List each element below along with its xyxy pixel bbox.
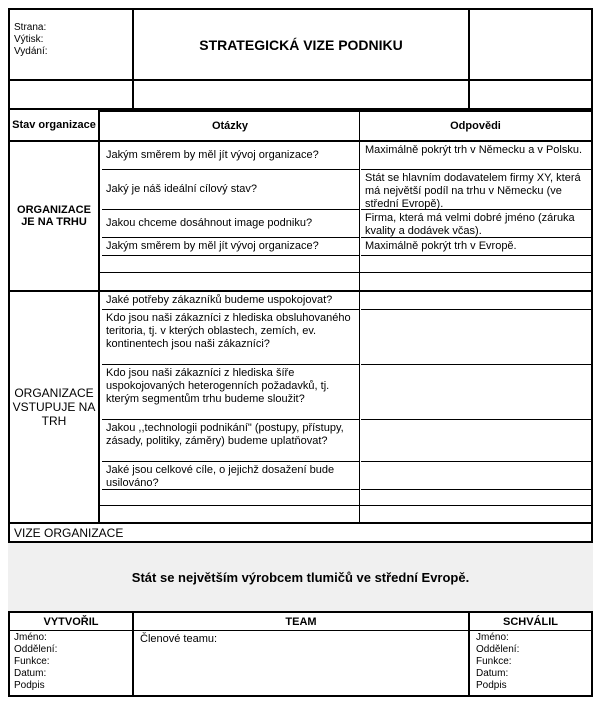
footer-team: TEAM	[285, 616, 317, 628]
vision-label: VIZE ORGANIZACE	[14, 526, 124, 540]
s2-q6	[100, 490, 359, 506]
section2-bottom	[8, 522, 593, 524]
right-datum: Datum:	[476, 668, 509, 679]
footer-vytvoril: VYTVOŘIL	[43, 616, 99, 628]
footer-schvalil: SCHVÁLIL	[503, 616, 558, 628]
footer-right-fields	[476, 632, 591, 694]
team-members-field: Členové teamu:	[140, 633, 218, 645]
s1-q6	[100, 273, 359, 290]
s2-a5	[361, 462, 591, 490]
left-podpis: Podpis	[14, 680, 45, 691]
vision-text: Stát se největším výrobcem tlumičů ve střední Evropě.	[131, 569, 470, 585]
s2-q4: Jakou ,,technologii podnikání" (postupy, přístupy, zásady, politiky, záměry) budeme uplatňovat?	[102, 420, 359, 462]
page-title: STRATEGICKÁ VIZE PODNIKU	[199, 36, 403, 53]
s1-q5	[100, 256, 359, 273]
left-funkce: Funkce:	[14, 656, 50, 667]
s1-q2: Jaký je náš ideální cílový stav?	[102, 170, 359, 210]
s1-q1: Jakým směrem by měl jít vývoj organizace?	[102, 142, 359, 170]
meta-label-vytisk: Výtisk:	[14, 34, 44, 45]
meta-label-strana: Strana:	[14, 22, 47, 33]
col-divider-otazky	[359, 110, 360, 522]
s2-q1: Jaké potřeby zákazníků budeme uspokojovat?	[102, 292, 359, 310]
s1-a6	[360, 273, 593, 290]
col-header-odpovedi: Odpovědi	[450, 120, 501, 132]
s2-a3	[361, 365, 591, 420]
vision-statement	[8, 541, 593, 613]
s2-q3: Kdo jsou naši zákazníci z hlediska šíře uspokojovaných heterogenních požadavků, tj. kterým segmentům trhu budeme sloužit?	[102, 365, 359, 420]
s2-q7	[100, 506, 359, 522]
right-oddeleni: Oddělení:	[476, 644, 520, 655]
s1-a5	[360, 256, 593, 273]
right-jmeno: Jméno:	[476, 632, 509, 643]
header-blank-row	[132, 81, 470, 108]
s2-q5: Jaké jsou celkové cíle, o jejichž dosažení bude usilováno?	[102, 462, 359, 490]
meta-label-vydani: Vydání:	[14, 46, 48, 57]
s2-q2: Kdo jsou naši zákazníci z hlediska obsluhovaného teritoria, tj. v kterých oblastech, zemích, ev. kontinentech jsou naši zákazníci?	[102, 310, 359, 365]
footer-left-fields	[14, 632, 129, 694]
left-datum: Datum:	[14, 668, 47, 679]
s1-a2: Stát se hlavním dodavatelem firmy XY, která má největší podíl na trhu v Německu (ve střední Evropě).	[361, 170, 591, 210]
s1-q4: Jakým směrem by měl jít vývoj organizace?	[102, 238, 359, 256]
left-jmeno: Jméno:	[14, 632, 47, 643]
right-funkce: Funkce:	[476, 656, 512, 667]
col-divider-stav	[98, 110, 100, 522]
section1-label: ORGANIZACE JE NA TRHU	[17, 204, 91, 228]
s2-a1	[361, 292, 591, 310]
s1-a4: Maximálně pokrýt trh v Evropě.	[361, 238, 591, 256]
s2-a6	[360, 490, 593, 506]
col-header-stav: Stav organizace	[12, 119, 96, 131]
s2-a2	[361, 310, 591, 365]
s1-q3: Jakou chceme dosáhnout image podniku?	[102, 210, 359, 238]
col-header-otazky: Otázky	[211, 120, 249, 132]
s1-a3: Firma, která má velmi dobré jméno (záruka kvality a dodávek včas).	[361, 210, 591, 238]
s2-a4	[361, 420, 591, 462]
section2-label: ORGANIZACE VSTUPUJE NA TRH	[12, 386, 96, 428]
meta-block	[14, 22, 124, 67]
footer-header-line	[8, 630, 593, 631]
s2-a7	[360, 506, 593, 522]
right-podpis: Podpis	[476, 680, 507, 691]
left-oddeleni: Oddělení:	[14, 644, 58, 655]
s1-a1: Maximálně pokrýt trh v Německu a v Polsku.	[361, 142, 591, 170]
